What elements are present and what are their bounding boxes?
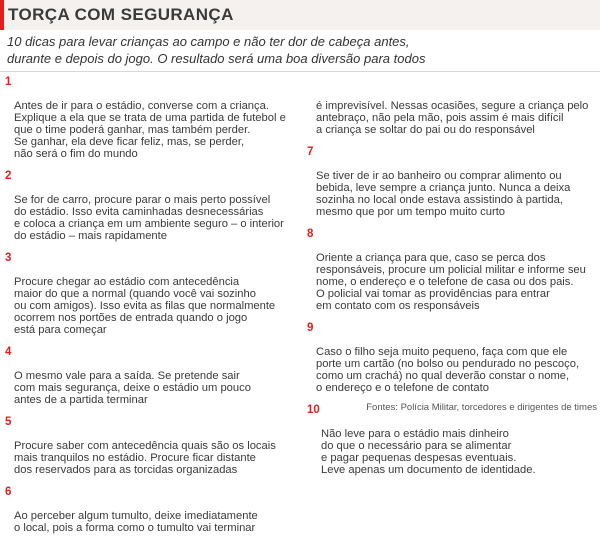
tip-number: 5: [5, 416, 12, 428]
tip-number: 6: [5, 486, 12, 498]
tip-text: Antes de ir para o estádio, converse com a criança. Explique a ela que se trata de uma partida de futebol e que o time poderá ganhar, mas também perder. Se ganhar, ela deve ficar feliz, mas, se perder, não será o fim do mundo: [14, 100, 286, 160]
tip-text: Oriente a criança para que, caso se perca dos responsáveis, procure um policial militar e informe seu nome, o endereço e o telefone de casa ou dos pais. O policial vai tomar as providências para entrar em contato com os responsáveis: [316, 252, 586, 312]
tip-number: 1: [5, 76, 12, 88]
tip-number: 9: [307, 322, 314, 334]
tip-number: 2: [5, 170, 12, 182]
tip-text: Procure chegar ao estádio com antecedência maior do que a normal (quando você vai sozinho ou com amigos). Isso evita as filas que normalmente ocorrem nos portões de entrada quando o jogo está para começar: [14, 276, 276, 336]
divider: [0, 71, 600, 72]
tip-item-continued: [307, 76, 597, 136]
tip-number: 7: [307, 146, 314, 158]
title-bar: [0, 0, 600, 30]
tip-text: Se for de carro, procure parar o mais perto possível do estádio. Isso evita caminhadas desnecessárias e coloca a criança em um ambiente seguro – o interior do estádio – mais rapidamente: [14, 194, 284, 242]
tip-text: Caso o filho seja muito pequeno, faça com que ele porte um cartão (no bolso ou pendurado no pescoço, como um crachá) no qual deverão constar o nome, o endereço e o telefone de contato: [316, 346, 580, 394]
tip-text: é imprevisível. Nessas ocasiões, segure a criança pelo antebraço, não pela mão, pois assim é mais difícil a criança se soltar do pai ou do responsável: [316, 100, 589, 136]
tip-item: [307, 146, 597, 218]
tips-column-right: [307, 76, 597, 486]
tip-text: Procure saber com antecedência quais são os locais mais tranquilos no estádio. Procure ficar distante dos reservados para as torcidas organizadas: [14, 440, 276, 476]
subtitle: 10 dicas para levar crianças ao campo e não ter dor de cabeça antes, durante e depois do jogo. O resultado será uma boa diversão para todos: [7, 34, 426, 66]
tip-item: [5, 346, 295, 406]
tip-number: 8: [307, 228, 314, 240]
tip-number: 4: [5, 346, 12, 358]
tip-text: Não leve para o estádio mais dinheiro do que o necessário para se alimentar e pagar pequenas despesas eventuais. Leve apenas um documento de identidade.: [321, 428, 536, 476]
tip-number: 3: [5, 252, 12, 264]
tip-item: [5, 486, 295, 534]
page-title: TORÇA COM SEGURANÇA: [8, 5, 234, 24]
tip-item: [5, 252, 295, 336]
tip-item: [307, 404, 597, 476]
tip-item: [5, 76, 295, 160]
tip-item: [5, 170, 295, 242]
tip-text: O mesmo vale para a saída. Se pretende sair com mais segurança, deixe o estádio um pouco antes de a partida terminar: [14, 370, 251, 406]
tip-item: [307, 322, 597, 394]
tip-item: [5, 416, 295, 476]
tips-column-left: [5, 76, 295, 544]
tip-number: 10: [307, 404, 320, 416]
source-note: Fontes: Polícia Militar, torcedores e dirigentes de times: [366, 402, 597, 413]
title-accent-bar: [0, 0, 4, 30]
tip-text: Se tiver de ir ao banheiro ou comprar alimento ou bebida, leve sempre a criança junto. Nunca a deixa sozinha no local onde estava assistindo à partida, mesmo que por um tempo muito curto: [316, 170, 571, 218]
tip-text: Ao perceber algum tumulto, deixe imediatamente o local, pois a forma como o tumulto vai terminar: [14, 510, 258, 534]
tip-item: [307, 228, 597, 312]
